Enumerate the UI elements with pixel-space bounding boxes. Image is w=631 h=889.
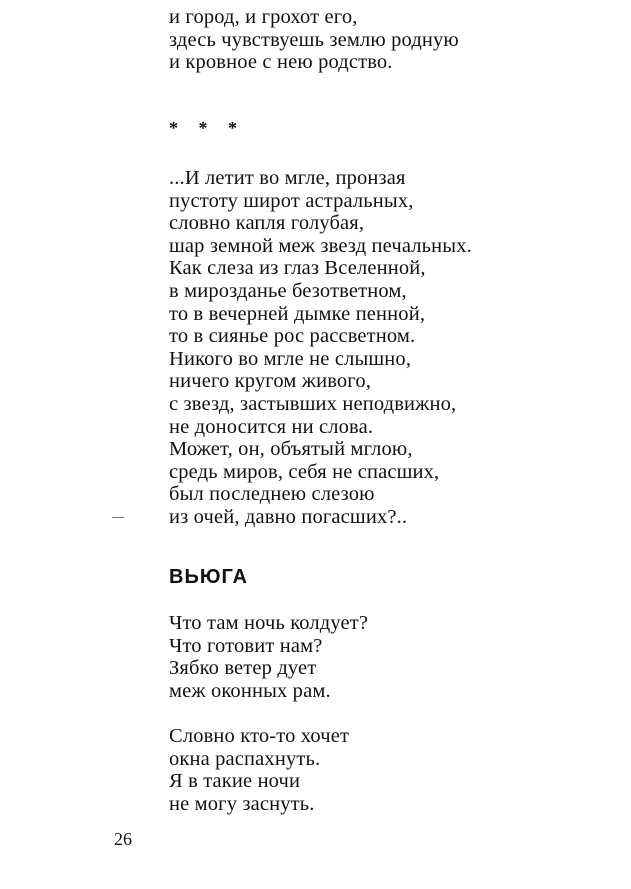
poem-line: Никого во мгле не слышно, — [169, 347, 412, 370]
poem-line: из очей, давно погасших?.. — [169, 505, 408, 528]
page-number: 26 — [114, 829, 132, 849]
poem-line: в мирозданье безответном, — [169, 279, 407, 302]
poem-line: шар земной меж звезд печальных. — [169, 234, 472, 257]
poem-line: Что готовит нам? — [169, 634, 323, 657]
poem-line: меж оконных рам. — [169, 679, 331, 702]
poem-line: то в вечерней дымке пенной, — [169, 302, 426, 325]
section-separator: * * * — [169, 118, 245, 138]
poem-line: и кровное с нею родство. — [169, 51, 393, 74]
poem-stanza — [169, 725, 349, 815]
poem-line: здесь чувствуешь землю родную — [169, 28, 459, 51]
poem-line: с звезд, застывших неподвижно, — [169, 392, 457, 415]
poem-title: ВЬЮГА — [169, 566, 248, 588]
poem-line: словно капля голубая, — [169, 212, 365, 235]
poem-line: и город, и грохот его, — [169, 6, 358, 28]
poem-line: пустоту широт астральных, — [169, 189, 414, 212]
poem-line: Что там ночь колдует? — [169, 612, 369, 634]
poem-line: ...И летит во мгле, пронзая — [169, 167, 406, 189]
poem-stanza — [169, 612, 368, 702]
poem-line: то в сиянье рос рассветном. — [169, 325, 416, 348]
poem-line: Словно кто-то хочет — [169, 725, 350, 747]
poem-untitled — [169, 167, 472, 529]
poem-line: Как слеза из глаз Вселенной, — [169, 257, 426, 280]
poem-line: не доносится ни слова. — [169, 415, 374, 438]
poem-line: окна распахнуть. — [169, 747, 321, 770]
poem-stanza-top — [169, 6, 459, 74]
poem-line: не могу заснуть. — [169, 792, 315, 815]
poem-line: средь миров, себя не спасших, — [169, 460, 440, 483]
poem-line: был последнею слезою — [169, 483, 375, 506]
poem-line: Зябко ветер дует — [169, 657, 317, 680]
poem-line: Я в такие ночи — [169, 770, 301, 793]
poem-line: ничего кругом живого, — [169, 370, 372, 393]
poem-line: Может, он, объятый мглою, — [169, 438, 413, 461]
margin-mark — [112, 517, 124, 518]
